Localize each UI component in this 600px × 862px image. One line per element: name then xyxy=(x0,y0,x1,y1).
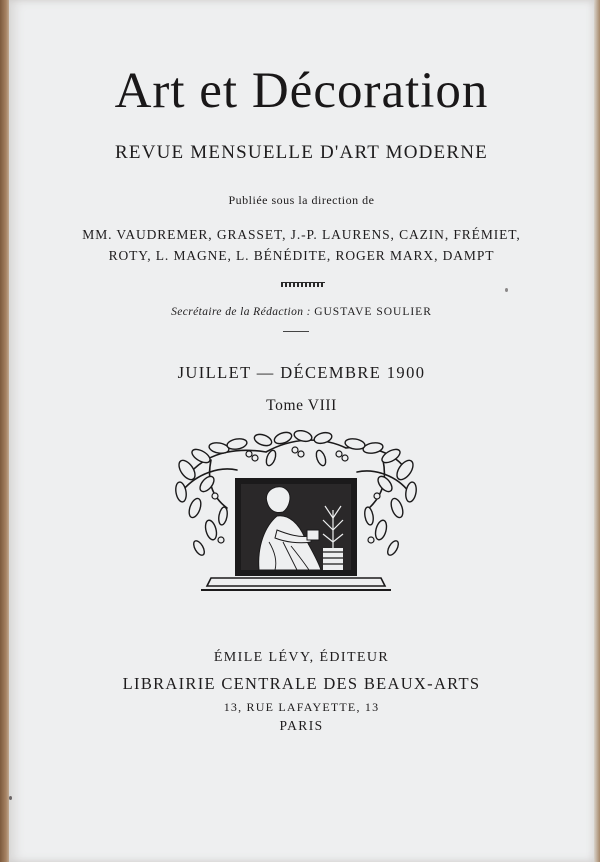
woman-reading-vignette-icon xyxy=(171,430,421,592)
secretary-line xyxy=(9,306,594,318)
page-right-edge xyxy=(594,0,600,862)
page-title: Art et Décoration xyxy=(114,63,489,119)
subtitle: REVUE MENSUELLE D'ART MODERNE xyxy=(115,142,488,163)
secretary-name: GUSTAVE SOULIER xyxy=(314,306,432,318)
publisher: ÉMILE LÉVY, ÉDITEUR xyxy=(213,650,390,665)
ornamental-divider xyxy=(281,282,325,287)
title-page xyxy=(9,0,594,862)
directors-line-1: MM. VAUDREMER, GRASSET, J.-P. LAURENS, CAZIN, FRÉMIET, xyxy=(82,227,521,242)
paper-speck xyxy=(9,796,12,800)
direction-line: Publiée sous la direction de xyxy=(228,193,375,207)
short-rule xyxy=(283,331,309,332)
address: 13, RUE LAFAYETTE, 13 xyxy=(223,700,380,714)
volume-number: Tome VIII xyxy=(266,397,337,414)
period: JUILLET — DÉCEMBRE 1900 xyxy=(177,363,426,382)
city: PARIS xyxy=(279,718,324,733)
paper-speck xyxy=(505,288,508,292)
library-name: LIBRAIRIE CENTRALE DES BEAUX-ARTS xyxy=(122,674,481,693)
secretary-label: Secrétaire de la Rédaction : xyxy=(171,306,311,318)
directors-line-2: ROTY, L. MAGNE, L. BÉNÉDITE, ROGER MARX, DAMPT xyxy=(108,248,495,263)
